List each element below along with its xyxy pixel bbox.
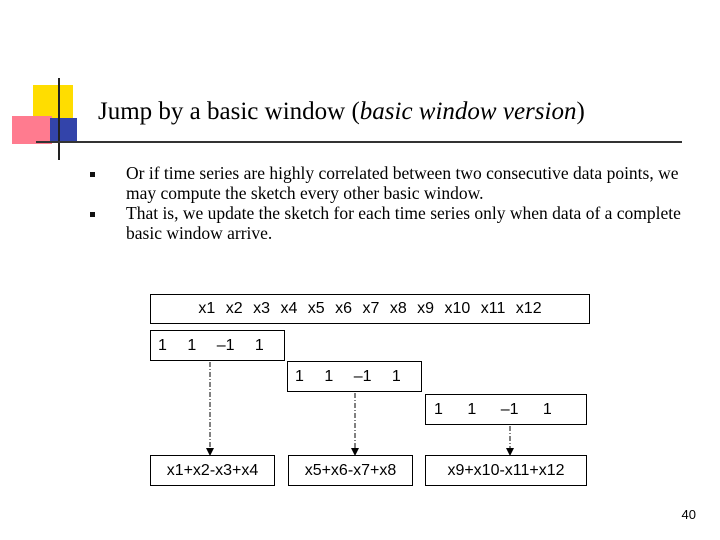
slide-title-italic: basic window version [359,98,577,125]
slide-title-end: ) [576,98,585,125]
page-number: 40 [681,507,696,522]
bullet-text: That is, we update the sketch for each time series only when data of a complete basic window arrive. [126,203,681,243]
coefficient-box-1: 1 1 –1 1 [150,330,285,361]
coefficient-box-2: 1 1 –1 1 [287,361,422,392]
coefficient-box-3: 1 1 –1 1 [425,394,587,425]
bullet-text: Or if time series are highly correlated between two consecutive data points, we may compute the sketch every other basic window. [126,163,679,203]
result-box-2: x5+x6-x7+x8 [288,455,413,486]
slide-title-main: Jump by a basic window ( [98,98,360,125]
result-box-1: x1+x2-x3+x4 [150,455,275,486]
result-box-3: x9+x10-x11+x12 [425,455,587,486]
sequence-box: x1 x2 x3 x4 x5 x6 x7 x8 x9 x10 x11 x12 [150,294,590,324]
